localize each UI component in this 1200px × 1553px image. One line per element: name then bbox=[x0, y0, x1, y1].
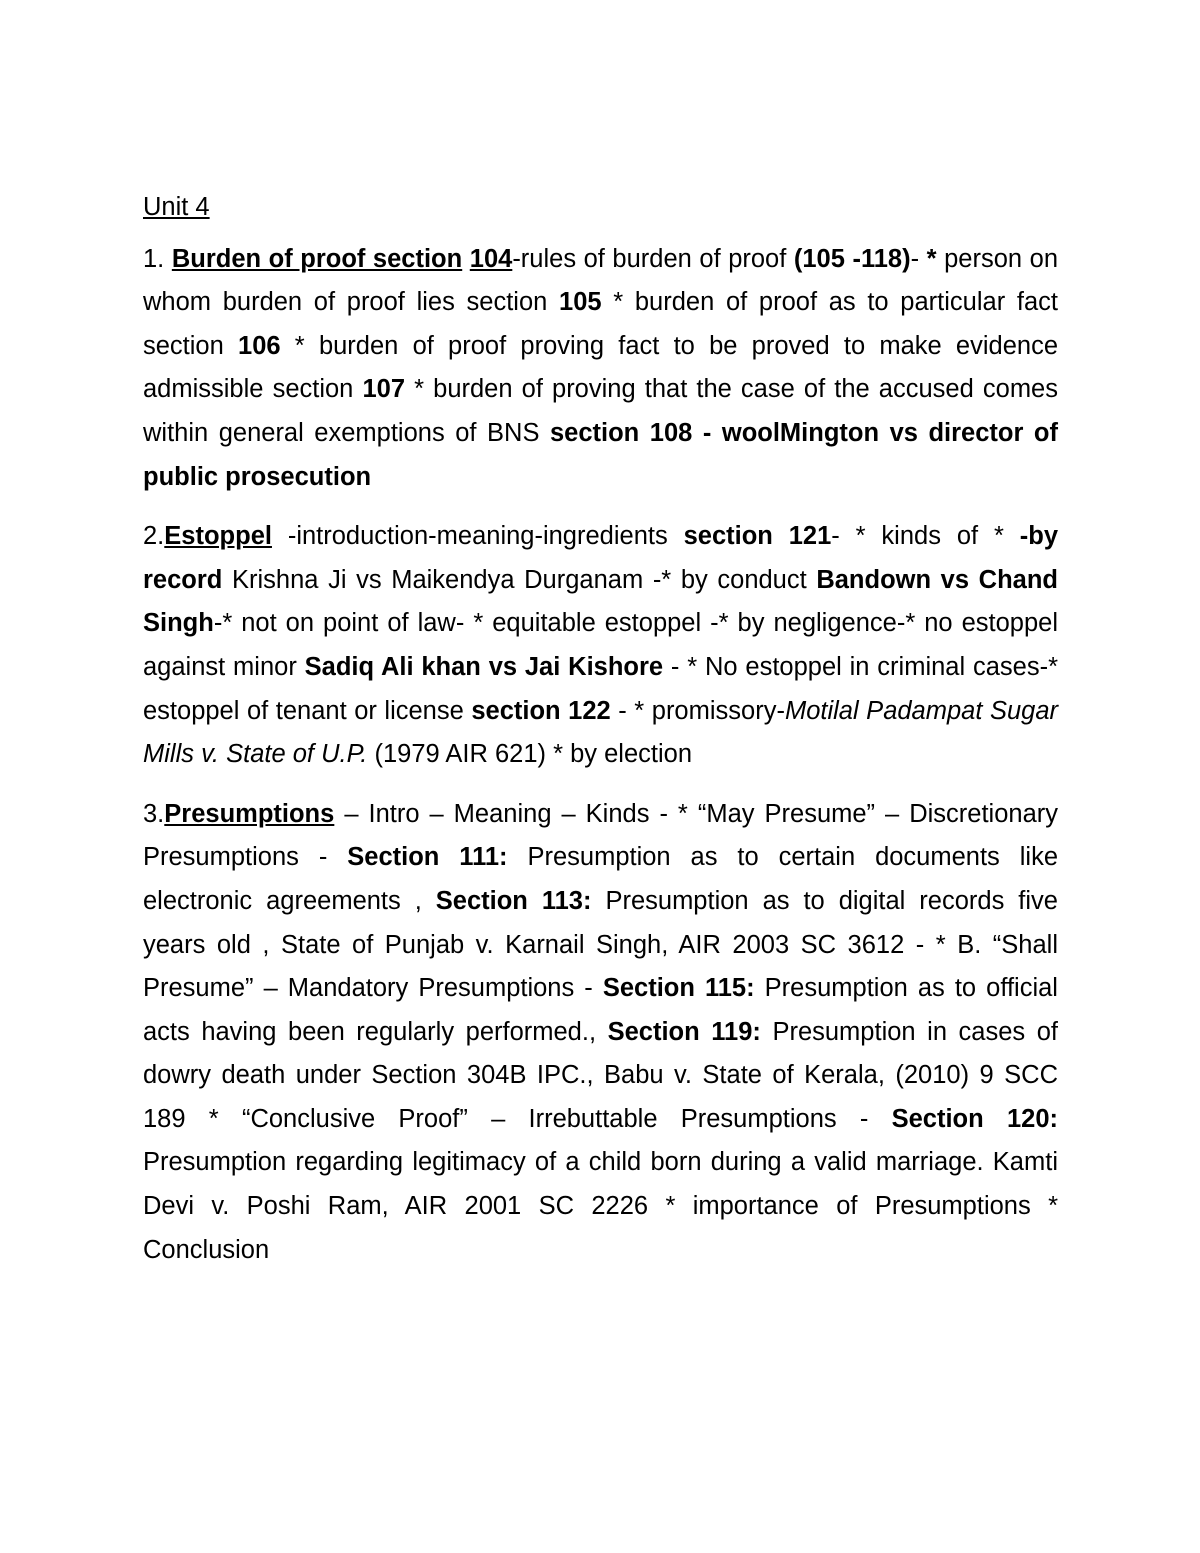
text-run: section 122 bbox=[471, 696, 611, 725]
text-run: Presumption in cases of dowry death under Section 304B IPC., Babu v. State of Kerala, (2010) 9 SCC 189 * “Conclusive Proof” – Irrebuttable Presumptions - bbox=[143, 1017, 1058, 1133]
text-run: Section 119: bbox=[607, 1017, 761, 1046]
paragraph-burden-of-proof bbox=[143, 238, 1058, 500]
text-run: Burden of proof section bbox=[171, 244, 463, 273]
text-run: -introduction-meaning-ingredients bbox=[271, 522, 684, 551]
page-title: Unit 4 bbox=[143, 193, 210, 221]
text-run: Presumptions bbox=[164, 799, 335, 828]
text-run: section 121 bbox=[683, 522, 832, 551]
text-run: Krishna Ji vs Maikendya Durganam -* by conduct bbox=[222, 565, 817, 594]
text-run: 107 bbox=[362, 375, 406, 404]
text-run: Estoppel bbox=[164, 522, 272, 551]
text-run bbox=[462, 245, 470, 273]
text-run: (105 -118) bbox=[793, 244, 911, 273]
text-run: Presumption as to official acts having been regularly performed., bbox=[143, 974, 1058, 1046]
text-run: -* not on point of law- * equitable estoppel -* by negligence-* no estoppel against minor bbox=[143, 609, 1058, 681]
text-run: - * promissory- bbox=[610, 696, 785, 725]
text-run: -by record bbox=[143, 522, 1059, 594]
text-run: Section 120: bbox=[891, 1104, 1058, 1133]
text-run: Section 111: bbox=[347, 843, 508, 872]
document-page bbox=[143, 186, 1058, 1288]
text-run: 105 bbox=[559, 288, 602, 317]
text-run: 3. bbox=[143, 799, 165, 828]
text-run: - * No estoppel in criminal cases-* estoppel of tenant or license bbox=[143, 652, 1058, 725]
text-run: * burden of proving that the case of the accused comes within general exemptions of BNS bbox=[143, 375, 1058, 447]
text-run: * bbox=[926, 244, 937, 273]
text-run: section 108 - woolMington vs director of public prosecution bbox=[143, 418, 1058, 491]
text-run: 1. bbox=[143, 244, 172, 273]
text-run: Presumption as to digital records five years old , State of Punjab v. Karnail Singh, AIR 2003 SC 3612 - * B. “Shall Presume” – Mandatory Presumptions - bbox=[143, 886, 1058, 1003]
text-run: 2. bbox=[143, 522, 165, 551]
text-run: Motilal Padampat Sugar Mills v. State of U.P. bbox=[143, 696, 1059, 769]
text-run: Section 113: bbox=[435, 886, 592, 915]
text-run: Sadiq Ali khan vs Jai Kishore bbox=[304, 652, 664, 681]
text-run: (1979 AIR 621) * by election bbox=[367, 740, 693, 769]
text-run: * burden of proof proving fact to be proved to make evidence admissible section bbox=[143, 331, 1058, 404]
text-run: Section 115: bbox=[602, 974, 755, 1003]
text-run: 104 bbox=[469, 244, 513, 273]
text-run: -rules of burden of proof bbox=[512, 244, 794, 273]
text-run: Bandown vs Chand Singh bbox=[143, 565, 1058, 638]
text-run: Presumption regarding legitimacy of a child born during a valid marriage. Kamti Devi v. Poshi Ram, AIR 2001 SC 2226 * importance of Presumptions * Conclusion bbox=[143, 1148, 1058, 1264]
text-run: - * kinds of * bbox=[831, 522, 1020, 551]
paragraph-estoppel bbox=[143, 515, 1058, 777]
text-run: 106 bbox=[238, 331, 281, 360]
text-run: person on whom burden of proof lies section bbox=[143, 244, 1059, 317]
paragraph-presumptions bbox=[143, 793, 1058, 1273]
text-run: * burden of proof as to particular fact section bbox=[143, 288, 1058, 360]
text-run: Presumption as to certain documents like electronic agreements , bbox=[143, 843, 1058, 915]
text-run: - bbox=[910, 244, 927, 273]
text-run: – Intro – Meaning – Kinds - * “May Presume” – Discretionary Presumptions - bbox=[143, 799, 1058, 872]
